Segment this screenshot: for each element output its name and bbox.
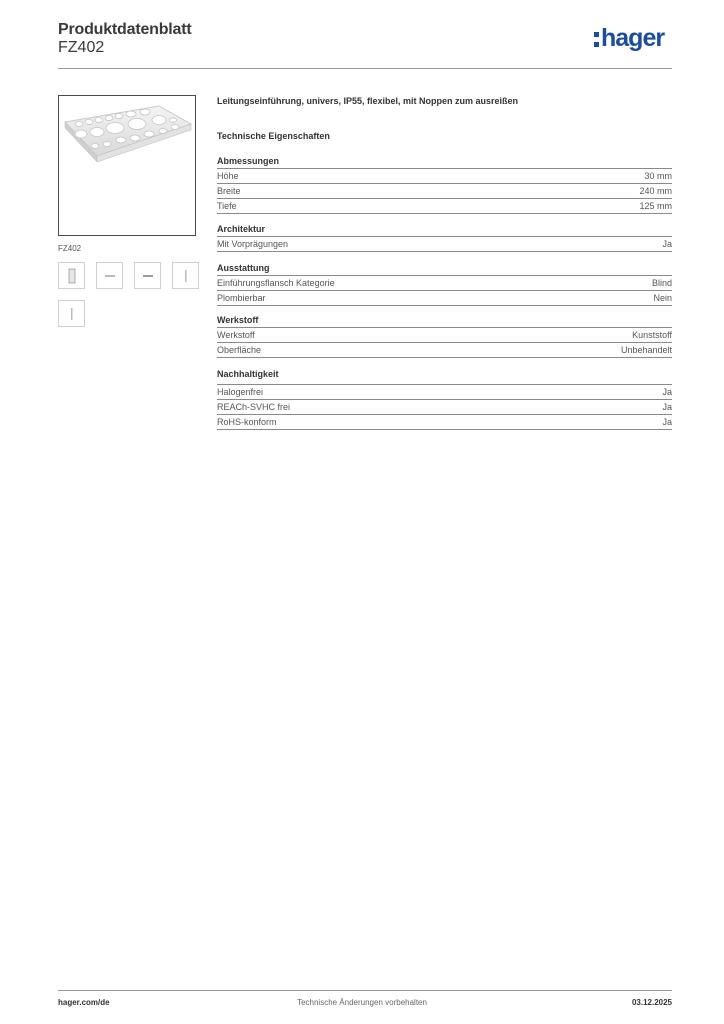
property-label: Plombierbar	[217, 293, 266, 303]
property-label: Höhe	[217, 171, 239, 181]
property-row	[217, 169, 672, 184]
section-nachhaltigkeit	[217, 368, 672, 430]
property-label: Breite	[217, 186, 241, 196]
property-row	[217, 328, 672, 343]
property-value: Ja	[662, 239, 672, 249]
section-title: Ausstattung	[217, 262, 672, 276]
thumbnail-2-icon	[104, 274, 116, 278]
image-caption: FZ402	[58, 244, 82, 253]
section-ausstattung	[217, 262, 672, 306]
property-row	[217, 291, 672, 306]
property-value: Ja	[662, 417, 672, 427]
property-value: Ja	[662, 402, 672, 412]
property-row	[217, 415, 672, 430]
thumbnail-1[interactable]	[58, 262, 85, 289]
property-value: 30 mm	[644, 171, 672, 181]
product-code: FZ402	[58, 39, 105, 56]
property-label: Halogenfrei	[217, 387, 264, 397]
footer-notice: Technische Änderungen vorbehalten	[297, 998, 427, 1007]
property-value: Kunststoff	[632, 330, 672, 340]
property-label: REACh-SVHC frei	[217, 402, 291, 412]
product-image[interactable]	[58, 95, 196, 236]
footer-date: 03.12.2025	[631, 998, 672, 1007]
property-value: Blind	[651, 278, 672, 288]
property-value: 240 mm	[639, 186, 672, 196]
product-description: Leitungseinführung, univers, IP55, flexibel, mit Noppen zum ausreißen	[217, 96, 519, 106]
thumbnail-5-icon	[70, 307, 74, 321]
property-row	[217, 276, 672, 291]
document-title: Produktdatenblatt	[58, 21, 192, 38]
property-value: 125 mm	[639, 201, 672, 211]
property-label: Einführungsflansch Kategorie	[217, 278, 335, 288]
property-value: Unbehandelt	[620, 345, 672, 355]
property-label: RoHS-konform	[217, 417, 277, 427]
section-abmessungen	[217, 155, 672, 214]
property-row	[217, 343, 672, 358]
thumbnail-3-icon	[142, 274, 154, 278]
property-value: Nein	[653, 293, 672, 303]
section-architektur	[217, 223, 672, 252]
thumbnail-1-icon	[67, 268, 77, 284]
logo-dots-icon	[594, 32, 599, 47]
footer-website-link[interactable]: hager.com/de	[58, 998, 110, 1007]
technical-properties-heading: Technische Eigenschaften	[217, 131, 330, 141]
property-label: Tiefe	[217, 201, 237, 211]
property-value: Ja	[662, 387, 672, 397]
thumbnail-3[interactable]	[134, 262, 161, 289]
thumbnail-4[interactable]	[172, 262, 199, 289]
hager-logo[interactable]	[594, 26, 664, 58]
property-row	[217, 385, 672, 400]
section-title: Abmessungen	[217, 155, 672, 169]
logo-text: hager	[601, 24, 665, 52]
thumbnail-4-icon	[184, 269, 188, 283]
header-divider	[58, 68, 672, 69]
section-werkstoff	[217, 314, 672, 358]
property-row	[217, 199, 672, 214]
property-row	[217, 184, 672, 199]
property-label: Oberfläche	[217, 345, 262, 355]
thumbnail-2[interactable]	[96, 262, 123, 289]
cable-entry-plate-image	[59, 96, 195, 235]
section-title: Architektur	[217, 223, 672, 237]
property-row	[217, 237, 672, 252]
footer-divider	[58, 990, 672, 991]
thumbnail-5[interactable]	[58, 300, 85, 327]
property-label: Mit Vorprägungen	[217, 239, 289, 249]
property-label: Werkstoff	[217, 330, 255, 340]
section-title: Werkstoff	[217, 314, 672, 328]
property-row	[217, 400, 672, 415]
section-title: Nachhaltigkeit	[217, 368, 672, 385]
